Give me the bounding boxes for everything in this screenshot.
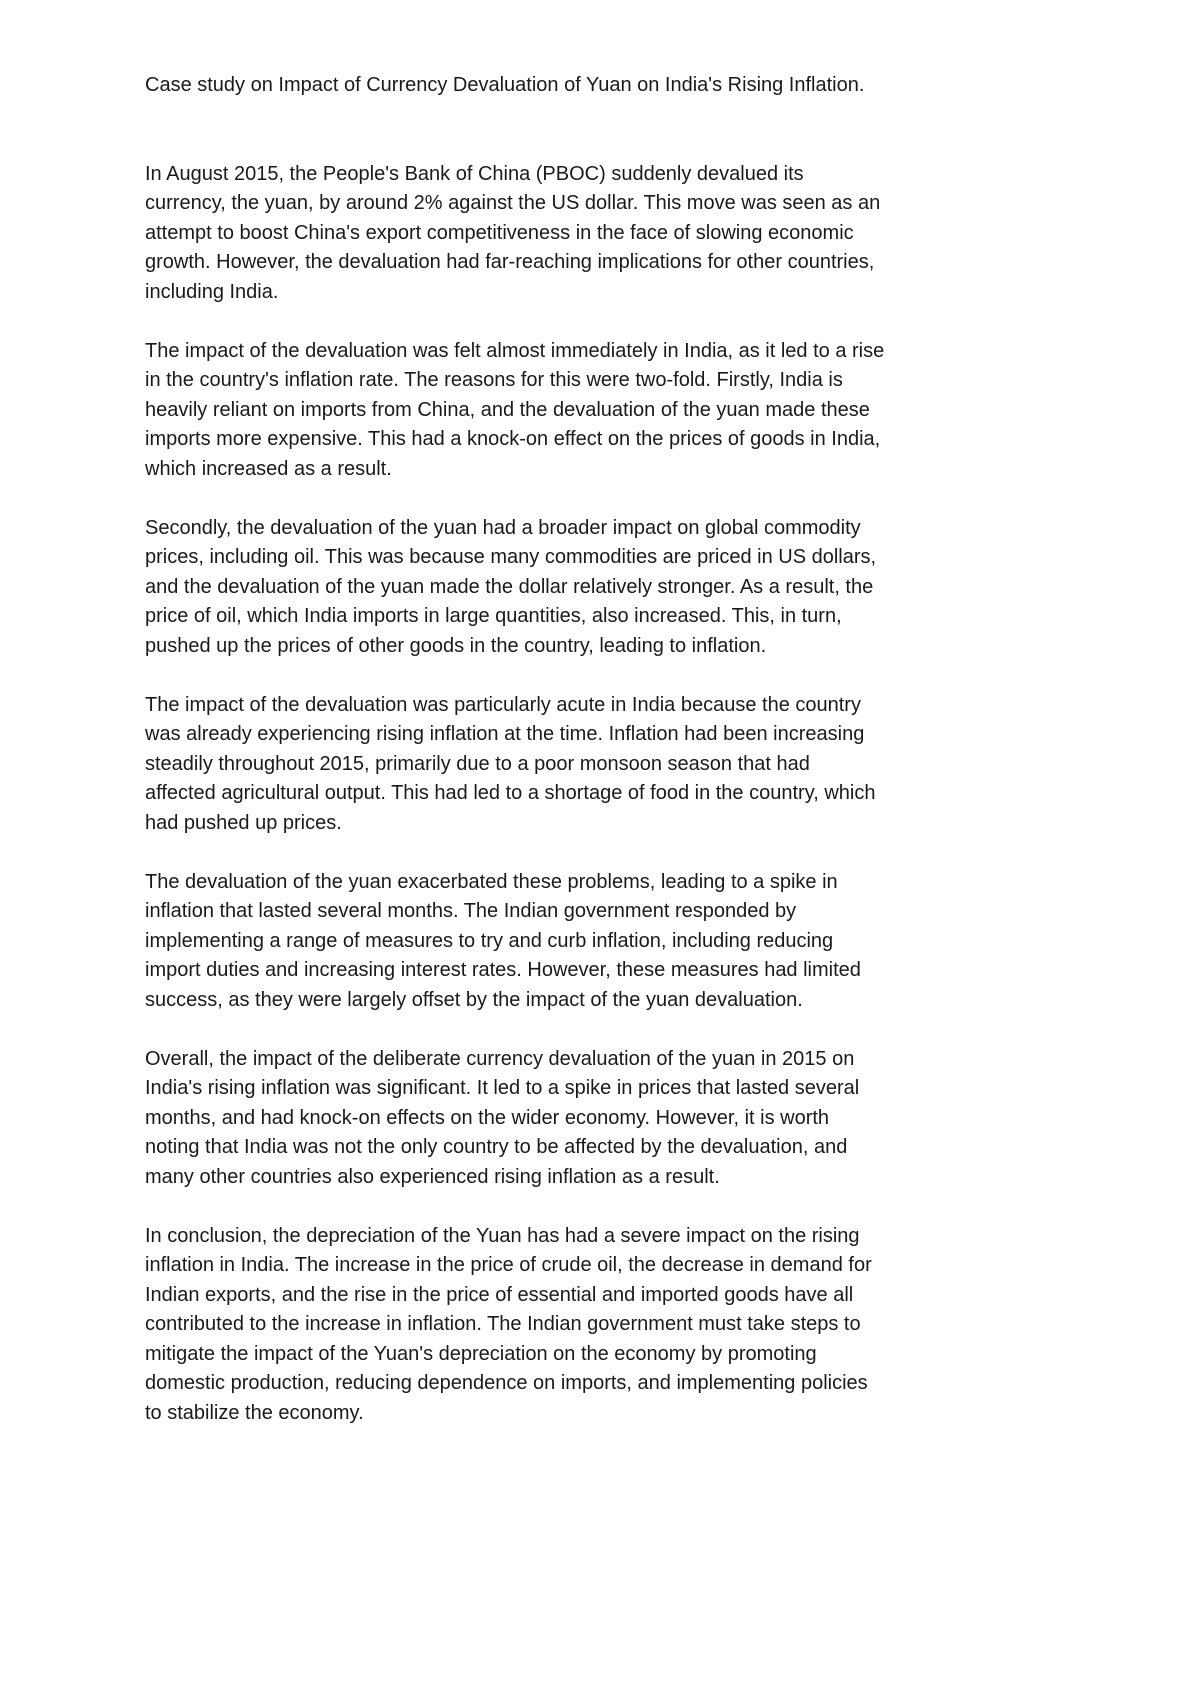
paragraph-conclusion: In conclusion, the depreciation of the Yuan has had a severe impact on the rising inflation in India. The increase in the price of crude oil, the decrease in demand for Indian exports, and the rise in the price of essential and imported goods have all contributed to the increase in inflation. The Indian government must take steps to mitigate the impact of the Yuan's depreciation on the economy by promoting domestic production, reducing dependence on imports, and implementing policies to stabilize the economy. xyxy=(145,1224,872,1424)
document-body xyxy=(145,160,885,1429)
paragraph-commodity-prices: Secondly, the devaluation of the yuan had a broader impact on global commodity prices, including oil. This was because many commodities are priced in US dollars, and the devaluation of the yuan made the dollar relatively stronger. As a result, the price of oil, which India imports in large quantities, also increased. This, in turn, pushed up the prices of other goods in the country, leading to inflation. xyxy=(145,516,877,657)
paragraph-immediate-impact: The impact of the devaluation was felt almost immediately in India, as it led to a rise in the country's inflation rate. The reasons for this were two-fold. Firstly, India is heavily reliant on imports from China, and the devaluation of the yuan made these imports more expensive. This had a knock-on effect on the prices of goods in India, which increased as a result. xyxy=(145,339,885,480)
paragraph-august-2015-devaluation: In August 2015, the People's Bank of China (PBOC) suddenly devalued its currency, the yuan, by around 2% against the US dollar. This move was seen as an attempt to boost China's export competitiveness in the face of slowing economic growth. However, the devaluation had far-reaching implications for other countries, including India. xyxy=(145,162,881,303)
document-title: Case study on Impact of Currency Devaluation of Yuan on India's Rising Inflation. xyxy=(145,74,865,96)
paragraph-existing-inflation: The impact of the devaluation was particularly acute in India because the country was already experiencing rising inflation at the time. Inflation had been increasing steadily throughout 2015, primarily due to a poor monsoon season that had affected agricultural output. This had led to a shortage of food in the country, which had pushed up prices. xyxy=(145,693,876,834)
document-page xyxy=(145,71,885,1458)
paragraph-overall-impact: Overall, the impact of the deliberate currency devaluation of the yuan in 2015 on India's rising inflation was significant. It led to a spike in prices that lasted several months, and had knock-on effects on the wider economy. However, it is worth noting that India was not the only country to be affected by the devaluation, and many other countries also experienced rising inflation as a result. xyxy=(145,1047,860,1188)
paragraph-government-response: The devaluation of the yuan exacerbated these problems, leading to a spike in inflation that lasted several months. The Indian government responded by implementing a range of measures to try and curb inflation, including reducing import duties and increasing interest rates. However, these measures had limited success, as they were largely offset by the impact of the yuan devaluation. xyxy=(145,870,861,1011)
